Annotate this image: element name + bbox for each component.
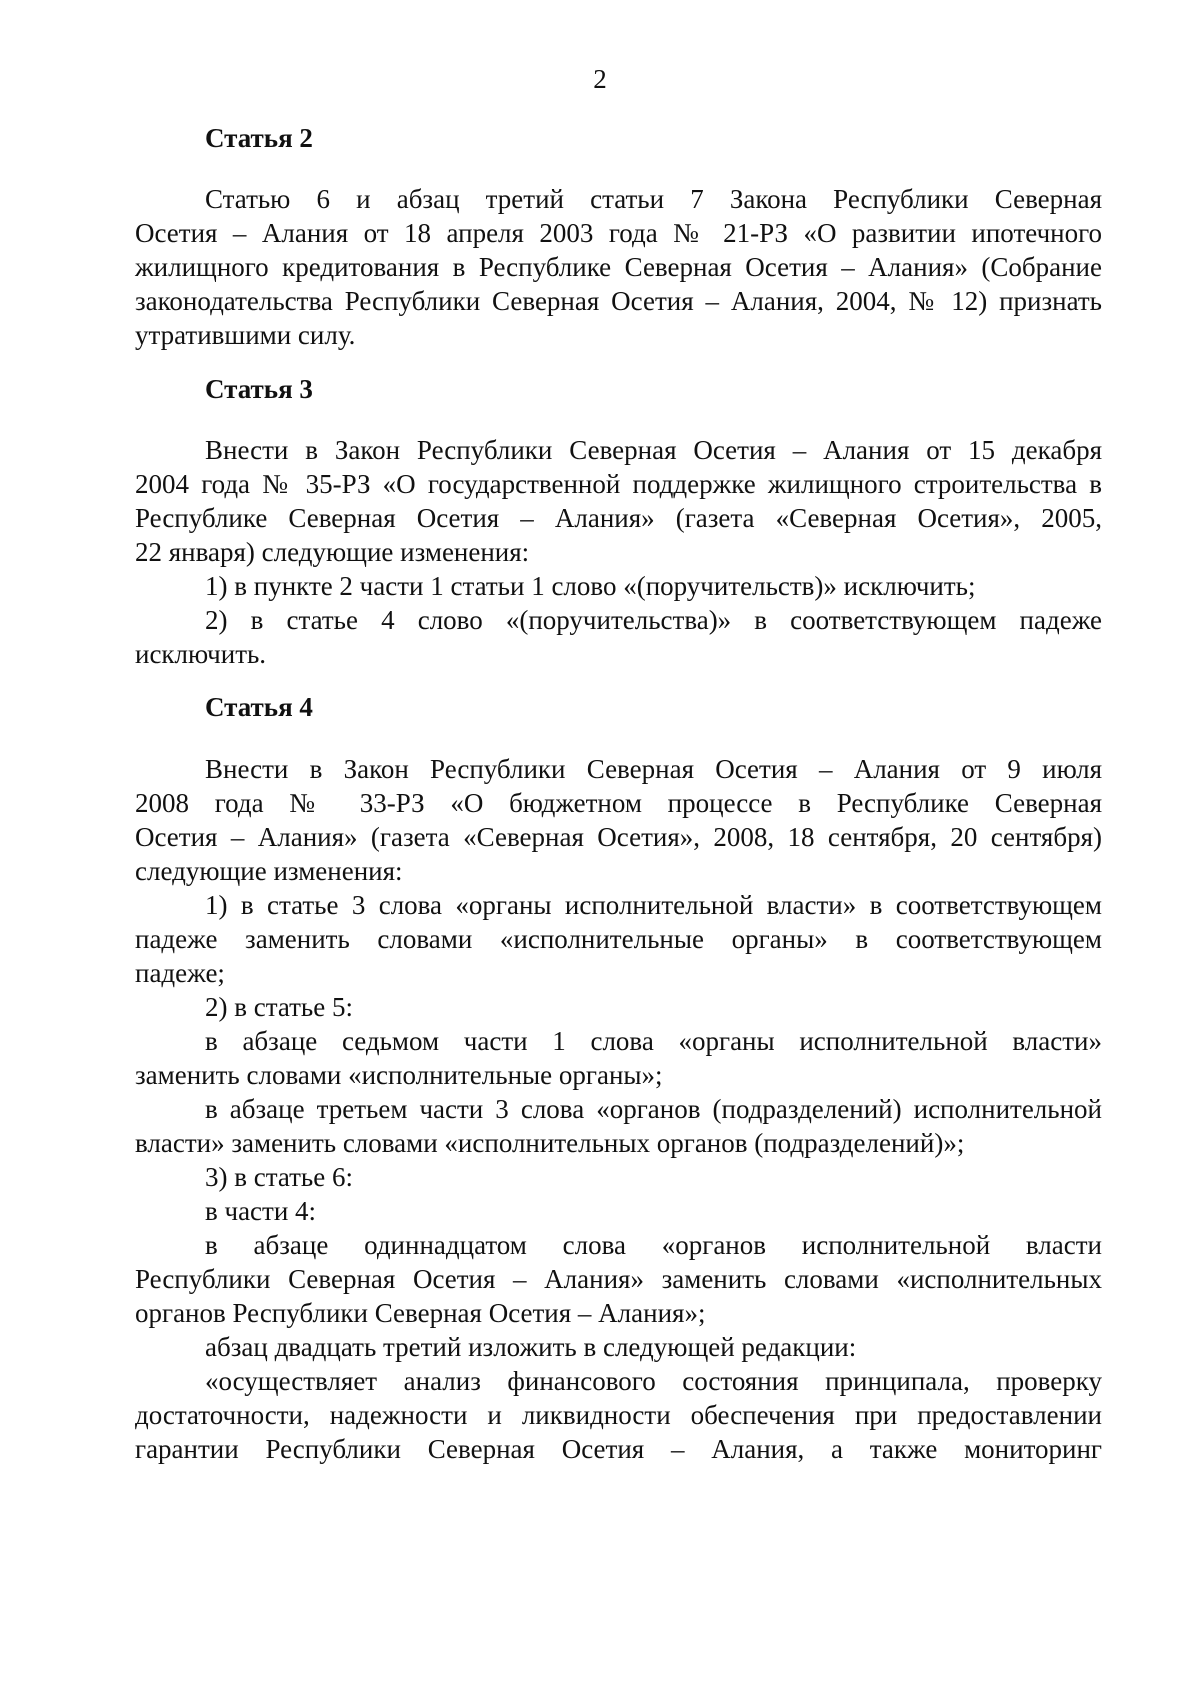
text-line: в абзаце одиннадцатом слова «органов исполнительной власти bbox=[205, 1230, 1102, 1260]
text-line: в части 4: bbox=[205, 1196, 317, 1226]
text-line: исключить. bbox=[135, 639, 267, 669]
article-2-heading: Статья 2 bbox=[205, 123, 313, 153]
text-line: 2) в статье 5: bbox=[205, 992, 353, 1022]
text-line: заменить словами «исполнительные органы»; bbox=[135, 1060, 663, 1090]
text-line: Республике Северная Осетия – Алания» (газета «Северная Осетия», 2005, bbox=[135, 503, 1102, 533]
text-line: органов Республики Северная Осетия – Алания»; bbox=[135, 1298, 706, 1328]
text-line: в абзаце третьем части 3 слова «органов (подразделений) исполнительной bbox=[205, 1094, 1102, 1124]
text-line: Внести в Закон Республики Северная Осетия – Алания от 9 июля bbox=[205, 754, 1102, 784]
text-line: достаточности, надежности и ликвидности обеспечения при предоставлении bbox=[135, 1400, 1102, 1430]
text-line: падеже заменить словами «исполнительные органы» в соответствующем bbox=[135, 924, 1102, 954]
text-line: утратившими силу. bbox=[135, 320, 356, 350]
text-line: 2008 года № 33-РЗ «О бюджетном процессе в Республике Северная bbox=[135, 788, 1102, 818]
text-line: Осетия – Алания» (газета «Северная Осетия», 2008, 18 сентября, 20 сентября) bbox=[135, 822, 1102, 852]
text-line: законодательства Республики Северная Осетия – Алания, 2004, № 12) признать bbox=[135, 286, 1102, 316]
text-line: следующие изменения: bbox=[135, 856, 403, 886]
text-line: 1) в статье 3 слова «органы исполнительной власти» в соответствующем bbox=[205, 890, 1102, 920]
article-4-body bbox=[135, 752, 1102, 1466]
text-line: 2) в статье 4 слово «(поручительства)» в соответствующем падеже bbox=[205, 605, 1102, 635]
text-line: 2004 года № 35-РЗ «О государственной поддержке жилищного строительства в bbox=[135, 469, 1102, 499]
text-line: падеже; bbox=[135, 958, 225, 988]
article-3-body bbox=[135, 433, 1102, 671]
text-line: Осетия – Алания от 18 апреля 2003 года № 21-РЗ «О развитии ипотечного bbox=[135, 218, 1102, 248]
text-line: «осуществляет анализ финансового состояния принципала, проверку bbox=[205, 1366, 1102, 1396]
text-line: Внести в Закон Республики Северная Осетия – Алания от 15 декабря bbox=[205, 435, 1102, 465]
article-4-heading: Статья 4 bbox=[205, 692, 313, 722]
text-line: жилищного кредитования в Республике Северная Осетия – Алания» (Собрание bbox=[135, 252, 1102, 282]
text-line: 3) в статье 6: bbox=[205, 1162, 353, 1192]
text-line: 22 января) следующие изменения: bbox=[135, 537, 530, 567]
text-line: Республики Северная Осетия – Алания» заменить словами «исполнительных bbox=[135, 1264, 1102, 1294]
text-line: власти» заменить словами «исполнительных органов (подразделений)»; bbox=[135, 1128, 965, 1158]
text-line: абзац двадцать третий изложить в следующей редакции: bbox=[205, 1332, 857, 1362]
article-3-heading: Статья 3 bbox=[205, 374, 313, 404]
text-line: 1) в пункте 2 части 1 статьи 1 слово «(поручительств)» исключить; bbox=[205, 571, 976, 601]
text-line: гарантии Республики Северная Осетия – Алания, а также мониторинг bbox=[135, 1434, 1102, 1464]
text-line: Статью 6 и абзац третий статьи 7 Закона Республики Северная bbox=[205, 184, 1102, 214]
page-number: 2 bbox=[593, 64, 607, 94]
text-line: в абзаце седьмом части 1 слова «органы исполнительной власти» bbox=[205, 1026, 1102, 1056]
article-2-body bbox=[135, 182, 1102, 352]
